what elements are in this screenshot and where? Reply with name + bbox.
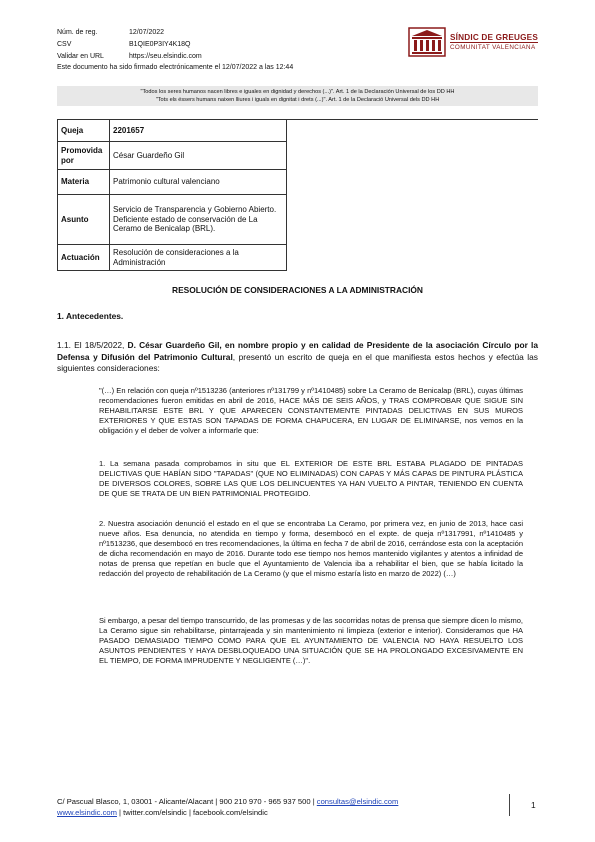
logo-line1: SÍNDIC DE GREUGES xyxy=(449,33,539,42)
page-number: 1 xyxy=(531,800,536,810)
queja-value: 2201657 xyxy=(110,120,287,142)
actuacion-label: Actuación xyxy=(58,245,110,271)
reg-label: Núm. de reg. xyxy=(57,29,98,36)
building-icon xyxy=(408,27,446,57)
footer-email-link[interactable]: consultas@elsindic.com xyxy=(316,797,399,806)
logo-line2: COMUNITAT VALENCIANA xyxy=(450,42,538,51)
sindic-logo xyxy=(408,27,538,57)
promovida-label: Promovida por xyxy=(58,142,110,170)
section-heading: 1. Antecedentes. xyxy=(57,311,124,321)
quote-paragraph-2: 1. La semana pasada comprobamos in situ que EL EXTERIOR DE ESTE BRL ESTABA PLAGADO DE PINTADAS DELICTIVAS QUE HABÍAN SIDO "TAPADAS" (QUE NO ELIMINADAS) CON CAPAS Y MÁS CAPAS DE PINTURA PLÁSTICA DE DIVERSOS COLORES, SOBRE LAS QUE LOS DELINCUENTES YA HAN VUELTO A PINTAR, TENIENDO EN CUENTA DE QUE SE TRATA DE UN BIEN PATRIMONIAL PROTEGIDO. xyxy=(99,459,523,498)
p1-bold: D. César Guardeño Gil, en nombre propio y en calidad de Presidente de la asociación Círculo por la Defensa y Difusión del Patrimonio Cultural xyxy=(57,340,538,362)
csv-label: CSV xyxy=(57,41,72,48)
csv-value: B1QIE0P3IY4K18Q xyxy=(129,41,191,48)
promovida-value: César Guardeño Gil xyxy=(110,142,287,170)
signature-note: Este documento ha sido firmado electrónicamente el 12/07/2022 a las 12:44 xyxy=(57,64,294,71)
quote-paragraph-3: 2. Nuestra asociación denunció el estado en el que se encontraba La Ceramo, por primera vez, en junio de 2013, hace casi nueve años. Esa denuncia, no atendida en tiempo y forma, desembocó en el expte. de queja nº1317991, nº1410485 y nº1513236, que desembocó en tres recomendaciones, la última en fecha 7 de abril de 2016, cerrándose esta con la aceptación de dicha recomendación en mayo de 2016. Durante todo ese tiempo nos hemos mantenido vigilantes y atentos a infinidad de notas de prensa que repetían en bucle que el Ayuntamiento de Valencia iba a rehabilitar el bien, que se había licitado la redacción del proyecto de rehabilitación de La Ceramo (y que el mismo estaría listo en marzo de 2022) (…) xyxy=(99,519,523,578)
blank-cell xyxy=(287,120,539,271)
case-info-table xyxy=(57,119,538,271)
footer-divider xyxy=(509,794,510,816)
asunto-value: Servicio de Transparencia y Gobierno Abierto. Deficiente estado de conservación de La Ceramo de Benicalap (BRL). xyxy=(110,195,287,245)
page-footer xyxy=(57,796,398,818)
rights-banner xyxy=(57,86,538,106)
queja-label: Queja xyxy=(58,120,110,142)
document-metadata xyxy=(57,27,202,63)
quote-paragraph-4: Si embargo, a pesar del tiempo transcurrido, de las promesas y de las socorridas notas de prensa que siempre dicen lo mismo, La Ceramo sigue sin rehabilitarse, pintarrajeada y sin mantenimiento ni limpieza (exterior e interior). Consideramos que HA PASADO DEMASIADO TIEMPO COMO PARA QUE EL AYUNTAMIENTO DE VALENCIA NO HAYA RESUELTO LOS ASUNTOS PENDIENTES Y HAYA DESBLOQUEADO UNA SITUACIÓN QUE SE HA PROLONGADO EXCESIVAMENTE EN EL TIEMPO, DE FORMA IMPRUDENTE Y NEGLIGENTE (…)". xyxy=(99,616,523,665)
footer-social: | twitter.com/elsindic | facebook.com/elsindic xyxy=(116,808,268,817)
footer-address: C/ Pascual Blasco, 1, 03001 - Alicante/Alacant | 900 210 970 - 965 937 500 | xyxy=(57,797,317,806)
banner-line1: "Todos los seres humanos nacen libres e iguales en dignidad y derechos (...)". Art. 1 de la Declaración Universal de los DD HH xyxy=(140,89,455,95)
reg-value: 12/07/2022 xyxy=(129,29,165,36)
asunto-label: Asunto xyxy=(58,195,110,245)
url-value[interactable]: https://seu.elsindic.com xyxy=(129,53,202,60)
materia-label: Materia xyxy=(58,170,110,195)
url-label: Validar en URL xyxy=(57,53,104,60)
actuacion-value: Resolución de consideraciones a la Administración xyxy=(110,245,287,271)
banner-line2: "Tots els éssers humans naixen lliures i iguals en dignitat i drets (...)". Art. 1 de la Declaració Universal dels DD HH xyxy=(155,97,440,103)
materia-value: Patrimonio cultural valenciano xyxy=(110,170,287,195)
p1-end: , presentó un escrito de queja en el que manifiesta estos hechos y efectúa las siguientes consideraciones: xyxy=(57,351,538,373)
quote-paragraph-1: "(…) En relación con queja nº1513236 (anteriores nº131799 y nº1410485) sobre La Ceramo de Benicalap (BRL), cuyas últimas recomendaciones fueron emitidas en abril de 2016, HACE MÁS DE SEIS AÑOS, y TRAS COMPROBAR QUE SIGUE SIN REHABILITARSE ESTE BRL Y QUE APARECEN CONSTANTEMENTE PINTADAS DELICTIVAS EN SUS MUROS EXTERIORES Y QUE ESTAS SON TAPADAS DE FORMA CHAPUCERA, EN LUGAR DE ELIMINARSE, nos vemos en la obligación y el deber de volver a informarle que: xyxy=(99,386,523,435)
footer-web-link[interactable]: www.elsindic.com xyxy=(57,808,117,817)
paragraph-1-1 xyxy=(57,340,538,375)
document-title: RESOLUCIÓN DE CONSIDERACIONES A LA ADMINISTRACIÓN xyxy=(172,285,423,295)
p1-start: 1.1. El 18/5/2022, xyxy=(57,340,128,350)
